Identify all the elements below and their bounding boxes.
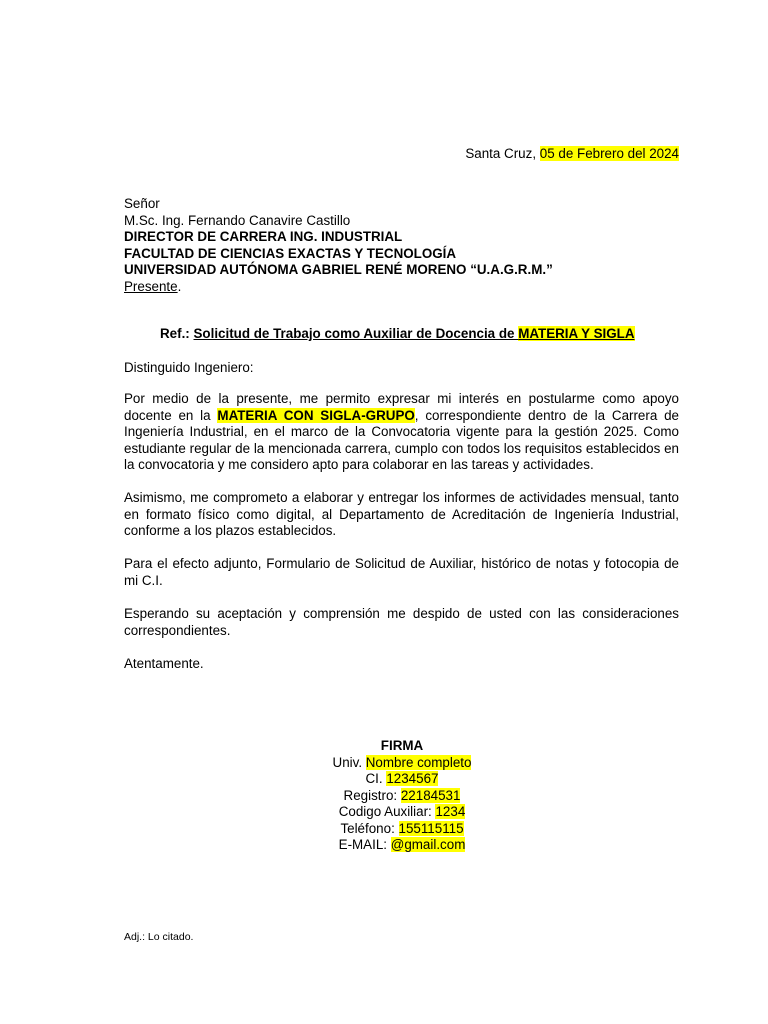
signature-registro-line [0, 788, 768, 805]
closing: Atentamente. [124, 656, 204, 671]
attachment-note: Adj.: Lo citado. [124, 931, 194, 943]
date-line [465, 146, 679, 163]
paragraph-3: Para el efecto adjunto, Formulario de Solicitud de Auxiliar, histórico de notas y fotocopia de mi C.I. [124, 556, 679, 588]
paragraph-1 [124, 391, 679, 474]
signature-ci-label: CI. [365, 771, 387, 786]
paragraph-1-part1: Por medio de la presente, me permito expresar mi interés en postularme como apoyo docente en la [124, 391, 679, 423]
reference-subject: Solicitud de Trabajo como Auxiliar de Docencia de [193, 326, 519, 341]
recipient-name: M.Sc. Ing. Fernando Canavire Castillo [124, 212, 351, 228]
recipient-position: DIRECTOR DE CARRERA ING. INDUSTRIAL [124, 229, 403, 244]
date-prefix: Santa Cruz, [465, 146, 540, 161]
signature-name-line [0, 755, 768, 772]
signature-email-line [0, 837, 768, 854]
signature-ci-line [0, 771, 768, 788]
signature-codigo-value: 1234 [435, 804, 466, 819]
signature-block [0, 738, 768, 854]
greeting: Distinguido Ingeniero: [124, 360, 254, 375]
signature-title: FIRMA [380, 738, 424, 753]
paragraph-2: Asimismo, me comprometo a elaborar y entregar los informes de actividades mensual, tanto en formato físico como digital, al Departamento de Acreditación de Ingeniería Industrial, conforme a los plazos establecidos. [124, 490, 679, 538]
signature-codigo-label: Codigo Auxiliar: [338, 804, 436, 819]
recipient-faculty: FACULTAD DE CIENCIAS EXACTAS Y TECNOLOGÍA [124, 245, 457, 261]
signature-email-value: @gmail.com [390, 837, 466, 852]
recipient-block [124, 196, 684, 295]
recipient-presente-line [124, 279, 684, 296]
paragraph-1-part2: , correspondiente dentro de la Carrera de Ingeniería Industrial, en el marco de la Convocatoria vigente para la gestión 2025. Como estudiante regular de la mencionada carrera, cumplo con todos los requisitos establecidos en la convocatoria y me considero apto para colaborar en las tareas y actividades. [124, 407, 679, 472]
reference-label: Ref.: [160, 326, 190, 341]
reference-subject-highlight: MATERIA Y SIGLA [518, 326, 635, 341]
recipient-university: UNIVERSIDAD AUTÓNOMA GABRIEL RENÉ MORENO “U.A.G.R.M.” [124, 262, 553, 277]
recipient-presente: Presente [124, 278, 178, 294]
recipient-presente-period: . [177, 278, 182, 294]
paragraph-4: Esperando su aceptación y comprensión me despido de usted con las consideraciones correspondientes. [124, 606, 679, 638]
reference-line [160, 326, 635, 343]
signature-registro-label: Registro: [343, 787, 401, 803]
signature-email-label: E-MAIL: [338, 837, 391, 852]
paragraph-1-highlight: MATERIA CON SIGLA-GRUPO [217, 407, 415, 423]
signature-telefono-value: 155115115 [398, 820, 464, 836]
signature-name-value: Nombre completo [365, 754, 472, 770]
recipient-salutation-title: Señor [124, 196, 160, 211]
signature-codigo-line [0, 804, 768, 821]
signature-telefono-label: Teléfono: [340, 820, 399, 836]
signature-registro-value: 22184531 [400, 787, 461, 803]
signature-telefono-line [0, 821, 768, 838]
date-value: 05 de Febrero del 2024 [539, 146, 679, 161]
signature-ci-value: 1234567 [386, 771, 439, 786]
signature-name-label: Univ. [332, 754, 366, 770]
